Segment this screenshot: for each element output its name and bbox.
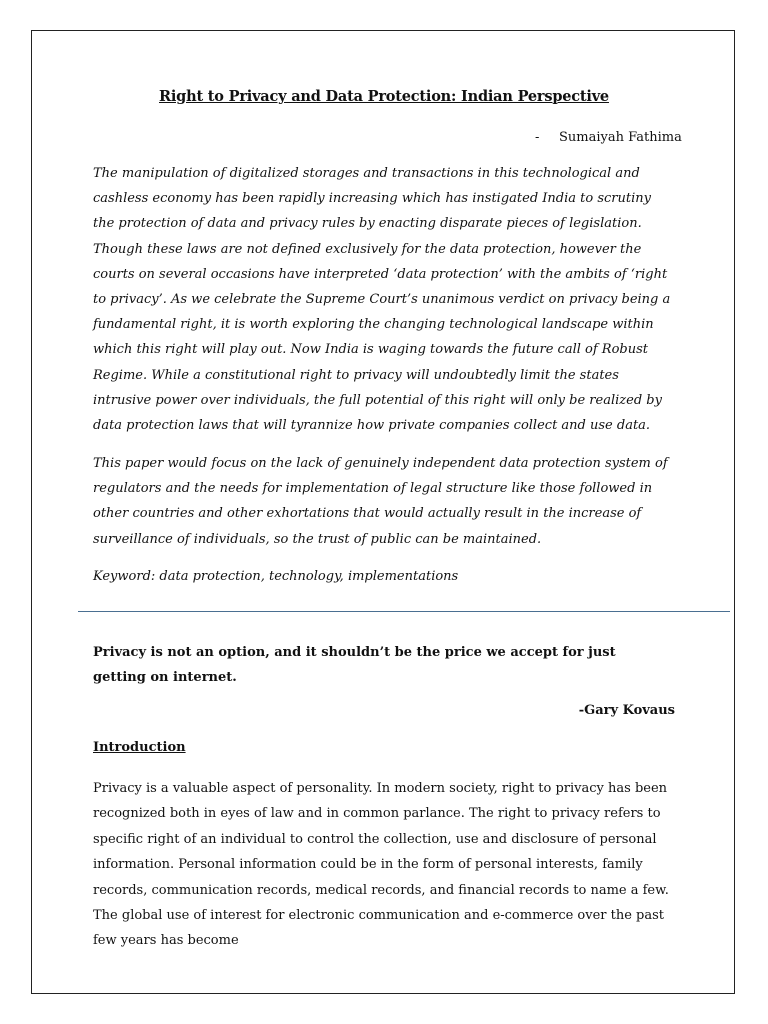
abstract-paragraph-2: This paper would focus on the lack of genuinely independent data protection system of regulators and the needs for implementation of legal structure like those followed in other countries and other exhortations that would actually result in the increase of surveillance of individuals, so the trust of public can be maintained. — [93, 456, 668, 547]
author-name: Sumaiyah Fathima — [559, 130, 682, 145]
introduction-heading: Introduction — [93, 740, 186, 755]
author-dash: - — [535, 130, 540, 145]
document-title: Right to Privacy and Data Protection: Indian Perspective — [159, 88, 609, 105]
section-divider — [78, 611, 730, 612]
introduction-paragraph: Privacy is a valuable aspect of personality. In modern society, right to privacy has been recognized both in eyes of law and in common parlance. The right to privacy refers to specific right of an individual to control the collection, use and disclosure of personal information. Personal information could be in the form of personal interests, family records, communication records, medical records, and financial records to name a few. The global use of interest for electronic communication and e-commerce over the past few years has become — [93, 781, 669, 949]
epigraph-quote: Privacy is not an option, and it shouldn’t be the price we accept for just getting on internet. — [93, 645, 616, 685]
author-line — [535, 130, 682, 145]
keywords: Keyword: data protection, technology, implementations — [93, 569, 459, 584]
abstract-paragraph-1: The manipulation of digitalized storages and transactions in this technological and cashless economy has been rapidly increasing which has instigated India to scrutiny the protection of data and privacy rules by enacting disparate pieces of legislation. Though these laws are not defined exclusively for the data protection, however the courts on several occasions have interpreted ‘data protection’ with the ambits of ‘right to privacy’. As we celebrate the Supreme Court’s unanimous verdict on privacy being a fundamental right, it is worth exploring the changing technological landscape within which this right will play out. Now India is waging towards the future call of Robust Regime. While a constitutional right to privacy will undoubtedly limit the states intrusive power over individuals, the full potential of this right will only be realized by data protection laws that will tyrannize how private companies collect and use data. — [93, 166, 671, 434]
epigraph-author: -Gary Kovaus — [578, 703, 675, 718]
